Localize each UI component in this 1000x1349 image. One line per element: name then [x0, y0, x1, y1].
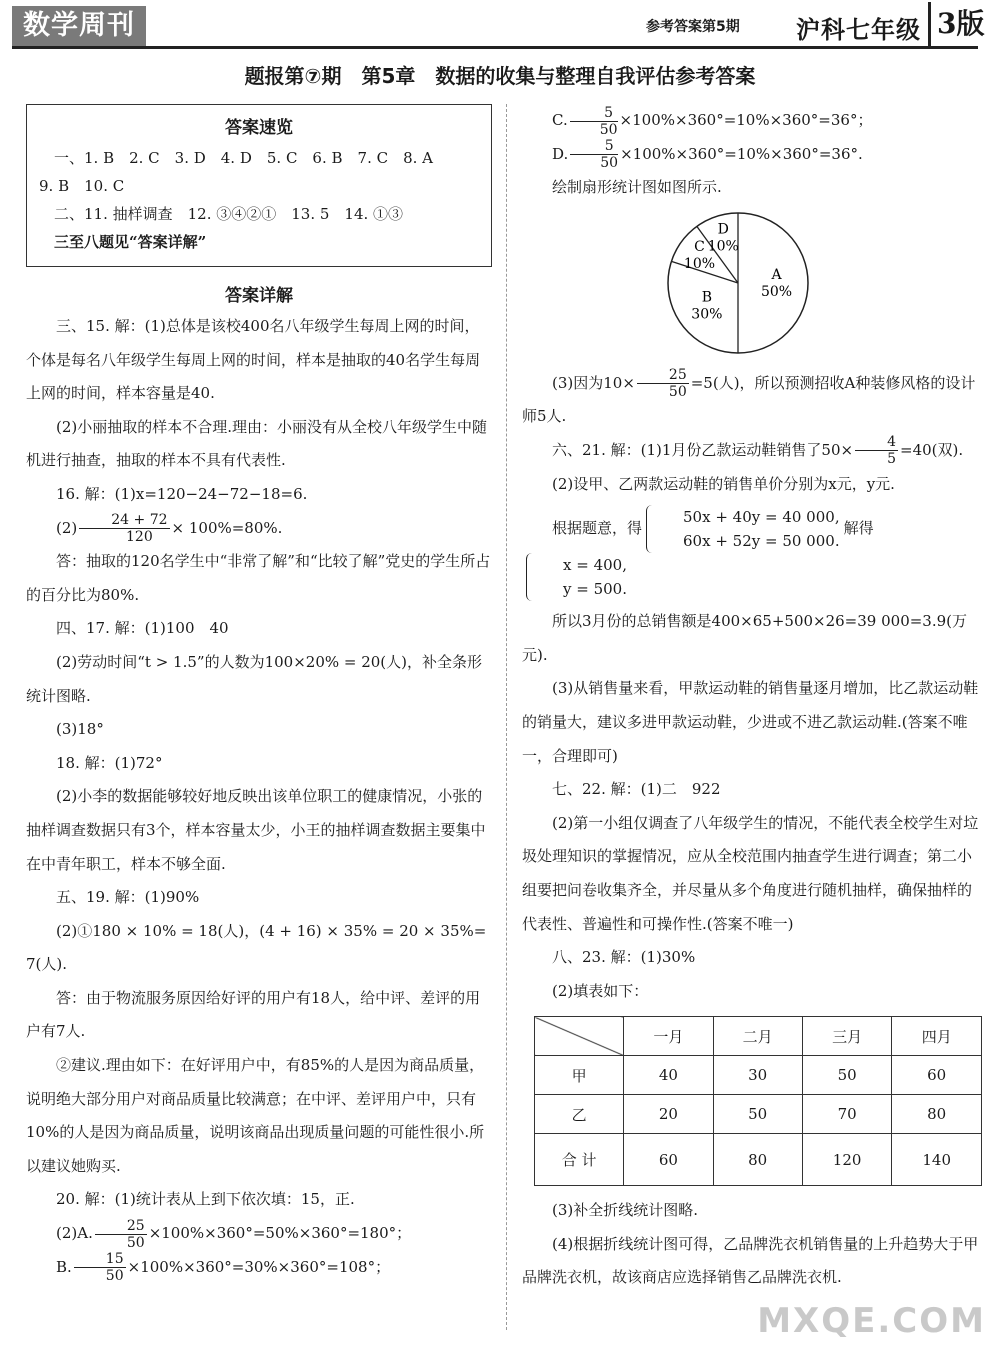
fraction-den: 50 — [599, 121, 618, 138]
system-intro: 根据题意，得 — [552, 519, 643, 538]
quick-line-4: 三至八题见“答案详解” — [39, 233, 207, 251]
answer-20-2d — [522, 138, 982, 172]
pie-slice-value: 30% — [691, 306, 723, 323]
equation-system — [646, 505, 840, 553]
pie-chart-container — [522, 209, 982, 359]
table-cell: 50 — [713, 1095, 802, 1134]
answer-16-conclusion: 答：抽取的120名学生中“非常了解”和“比较了解”党史的学生所占的百分比为80%. — [26, 552, 491, 604]
table-header: 三月 — [802, 1017, 892, 1056]
answer-21-system — [522, 505, 982, 601]
table-cell: 70 — [802, 1095, 892, 1134]
fraction — [637, 367, 689, 400]
table-cell: 140 — [892, 1134, 982, 1186]
answer-21-1-post: =40(双). — [900, 440, 964, 459]
pie-slice-value: 10% — [707, 238, 739, 255]
answer-21-1 — [522, 434, 982, 468]
solution-x: x = 400, — [563, 556, 627, 575]
table-cell: 60 — [892, 1056, 982, 1095]
table-header: 一月 — [624, 1017, 713, 1056]
answer-20-2b — [26, 1251, 492, 1285]
brand-logo: 数学周刊 — [12, 6, 146, 46]
answer-23-4: (4)根据折线统计图可得，乙品牌洗衣机销售量的上升趋势大于甲品牌洗衣机，故该商店应选择销售乙品牌洗衣机. — [522, 1234, 979, 1287]
answer-23-2: (2)填表如下： — [552, 981, 649, 1000]
fraction-den: 120 — [126, 529, 153, 546]
fraction-num: 24 + 72 — [79, 512, 169, 529]
fraction-num: 4 — [855, 434, 898, 451]
table-cell: 合 计 — [535, 1134, 624, 1186]
answer-19-1: 五、19. 解：(1)90% — [56, 888, 200, 907]
answer-22-2: (2)第一小组仅调查了八年级学生的情况，不能代表全校学生对垃圾处理知识的掌握情况，应从全校范围内抽查学生进行调查；第二小组要把问卷收集齐全，并尽量从多个角度进行随机抽样，确保抽样的代表性、普遍性和可操作性.(答案不唯一) — [522, 813, 979, 933]
table-row — [535, 1134, 982, 1186]
quick-line-2: 9. B 10. C — [39, 177, 125, 195]
answer-20-3-post: =5(人)，所以预测招收A种装修风格的设计师5人. — [522, 373, 976, 426]
answer-21-1-pre: 六、21. 解：(1)1月份乙款运动鞋销售了50× — [552, 440, 854, 459]
column-divider — [506, 104, 507, 1330]
fraction — [79, 512, 169, 545]
fraction-num: 5 — [570, 138, 618, 155]
answer-23-1: 八、23. 解：(1)30% — [552, 948, 696, 967]
page-title: 题报第⑦期 第5章 数据的收集与整理自我评估参考答案 — [244, 64, 756, 88]
fraction-den: 50 — [126, 1234, 145, 1251]
answer-20-2c-post: ×100%×360°=10%×360°=36°； — [619, 111, 873, 129]
answer-18-1: 18. 解：(1)72° — [56, 753, 163, 772]
table-header: 二月 — [713, 1017, 802, 1056]
answer-16-2-post: × 100%=80%. — [171, 518, 283, 537]
pie-slice-label: D — [717, 221, 729, 238]
solution-y: y = 500. — [563, 580, 627, 599]
pie-slice-value: 10% — [683, 255, 716, 272]
quick-line-3: 二、11. 抽样调查 12. ③④②① 13. 5 14. ①③ — [39, 205, 404, 223]
table-row — [535, 1017, 982, 1056]
answer-21-2: (2)设甲、乙两款运动鞋的销售单价分别为x元，y元. — [552, 474, 895, 493]
answer-17-1: 四、17. 解：(1)100 40 — [56, 619, 229, 638]
table-cell: 120 — [802, 1134, 892, 1186]
equation-1: 50x + 40y = 40 000, — [683, 508, 840, 527]
fraction-num: 25 — [637, 367, 689, 384]
pie-slice-value: 50% — [760, 283, 793, 300]
pie-slice-label: C — [694, 238, 705, 255]
table-cell: 80 — [713, 1134, 802, 1186]
watermark: MXQE.COM — [757, 1301, 986, 1341]
quick-answers-title: 答案速览 — [225, 118, 293, 138]
answer-20-2c-pre: C. — [552, 111, 568, 129]
answer-18-2: (2)小李的数据能够较好地反映出该单位职工的健康情况，小张的抽样调查数据只有3个，样本容量太少，小王的抽样调查数据主要集中在中青年职工，样本不够全面. — [26, 787, 486, 873]
answer-16-2 — [26, 512, 492, 546]
left-column — [26, 104, 492, 1284]
system-solve-label: 解得 — [843, 519, 874, 538]
quick-line-1: 一、1. B 2. C 3. D 4. D 5. C 6. B 7. C 8. A — [39, 149, 434, 167]
header-rule — [12, 46, 978, 49]
answer-15-1: 三、15. 解：(1)总体是该校400名八年级学生每周上网的时间，个体是每名八年级学生每周上网的时间，样本是抽取的40名学生每周上网的时间，样本容量是40. — [26, 317, 481, 403]
answer-20-1: 20. 解：(1)统计表从上到下依次填：15，正. — [56, 1190, 355, 1209]
fraction — [570, 105, 618, 138]
fraction — [95, 1218, 147, 1251]
answer-20-2a — [26, 1217, 492, 1251]
grade-label: 沪科七年级 — [796, 15, 921, 44]
fraction-num: 5 — [570, 105, 618, 122]
fraction — [570, 138, 618, 171]
fraction — [74, 1251, 126, 1284]
answer-20-2b-post: ×100%×360°=30%×360°=108°； — [127, 1257, 391, 1276]
fraction-num: 15 — [74, 1251, 126, 1268]
fraction-den: 50 — [668, 384, 687, 401]
issue-label: 参考答案第5期 — [646, 19, 740, 35]
answer-20-2b-pre: B. — [56, 1257, 72, 1276]
table-cell: 80 — [892, 1095, 982, 1134]
table-header: 四月 — [892, 1017, 982, 1056]
answer-20-3-pre: (3)因为10× — [552, 373, 635, 392]
fraction-den: 50 — [105, 1268, 124, 1285]
fraction — [855, 434, 898, 467]
table-cell: 20 — [624, 1095, 713, 1134]
answer-19-suggestion: ②建议.理由如下：在好评用户中，有85%的人是因为商品质量，说明绝大部分用户对商品质量比较满意；在中评、差评用户中，只有10%的人是因为商品质量，说明该商品出现质量问题的可能性很小.所以建议她购买. — [26, 1056, 485, 1175]
answer-21-total: 所以3月份的总销售额是400×65+500×26=39 000=3.9(万元). — [522, 612, 968, 664]
fraction-num: 25 — [95, 1218, 147, 1235]
table-row — [535, 1095, 982, 1134]
answer-17-2: (2)劳动时间“t > 1.5”的人数为100×20% = 20(人)，补全条形统计图略. — [26, 652, 483, 705]
answer-20-2c — [522, 104, 982, 138]
answer-20-2a-pre: (2)A. — [56, 1224, 93, 1243]
answer-20-chart-note: 绘制扇形统计图如图所示. — [552, 178, 722, 197]
right-column — [522, 104, 982, 1295]
answer-19-conclusion: 答：由于物流服务原因给好评的用户有18人，给中评、差评的用户有7人. — [26, 988, 481, 1041]
answer-16-2-pre: (2) — [56, 518, 78, 537]
pie-slice-label: B — [701, 289, 713, 306]
answer-17-3: (3)18° — [56, 720, 104, 739]
table-corner — [535, 1017, 624, 1056]
answer-15-2: (2)小丽抽取的样本不合理.理由：小丽没有从全校八年级学生中随机进行抽查，抽取的样本不具有代表性. — [26, 417, 488, 470]
answer-16-1: 16. 解：(1)x=120−24−72−18=6. — [56, 484, 308, 503]
fraction-den: 5 — [887, 451, 896, 468]
solution-system — [526, 553, 627, 601]
answer-20-3 — [522, 367, 982, 434]
answer-23-3: (3)补全折线统计图略. — [552, 1201, 699, 1220]
quick-answers-box — [26, 104, 492, 267]
version-label: 3版 — [928, 2, 987, 46]
table-cell: 40 — [624, 1056, 713, 1095]
pie-chart — [522, 209, 982, 359]
answer-22-1: 七、22. 解：(1)二 922 — [552, 780, 721, 799]
table-row — [535, 1056, 982, 1095]
answer-20-2d-post: ×100%×360°=10%×360°=36°. — [620, 144, 863, 163]
answer-21-3: (3)从销售量来看，甲款运动鞋的销售量逐月增加，比乙款运动鞋的销量大，建议多进甲款运动鞋，少进或不进乙款运动鞋.(答案不唯一，合理即可) — [522, 679, 979, 765]
sales-table — [534, 1016, 982, 1186]
table-cell: 乙 — [535, 1095, 624, 1134]
table-cell: 甲 — [535, 1056, 624, 1095]
equation-2: 60x + 52y = 50 000. — [683, 532, 840, 551]
answer-20-2d-pre: D. — [552, 144, 569, 163]
pie-slice-label: A — [771, 266, 782, 283]
answer-20-2a-post: ×100%×360°=50%×360°=180°； — [148, 1224, 412, 1243]
table-cell: 60 — [624, 1134, 713, 1186]
table-cell: 30 — [713, 1056, 802, 1095]
table-cell: 50 — [802, 1056, 892, 1095]
answer-19-2: (2)①180 × 10% = 18(人)，(4 + 16) × 35% = 20 × 35%= 7(人). — [26, 921, 487, 974]
fraction-den: 50 — [600, 155, 619, 172]
detail-title: 答案详解 — [225, 286, 293, 306]
